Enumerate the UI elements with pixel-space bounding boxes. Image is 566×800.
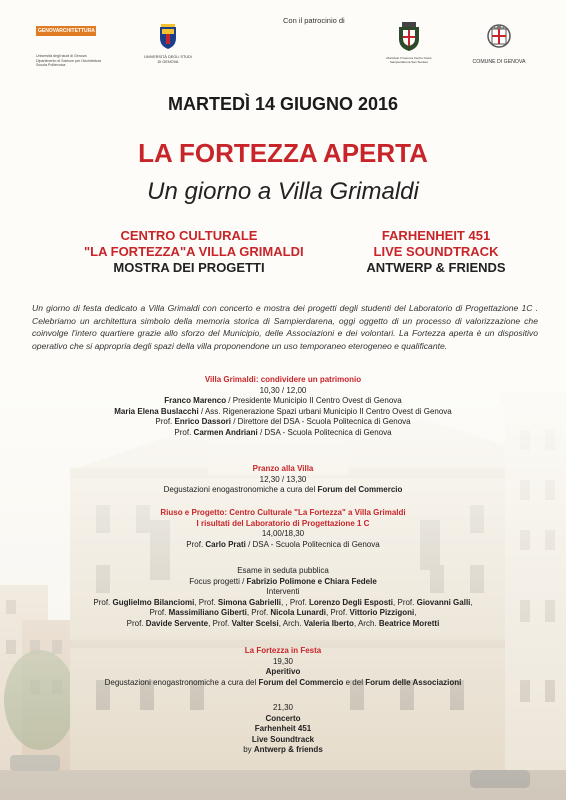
program-section-6: 21,30 Concerto Farhenheit 451 Live Soundtrack by Antwerp & friends	[243, 703, 323, 755]
speaker-line: Prof. Enrico Dassori / Direttore del DSA - Scuola Politecnica di Genova	[155, 417, 411, 427]
university-logo: UNIVERSITÀ DEGLI STUDI DI GENOVA	[140, 24, 196, 64]
genovarchitettura-logo	[36, 26, 114, 68]
left-highlight: CENTRO CULTURALE "LA FORTEZZA"A VILLA GRIMALDI MOSTRA DEI PROGETTI	[84, 228, 304, 275]
section-title: Villa Grimaldi: condividere un patrimonio	[204, 375, 362, 384]
speaker-line: Franco Marenco / Presidente Municipio II Centro Ovest di Genova	[164, 396, 402, 406]
patrocinio-label: Con il patrocinio di	[283, 16, 345, 25]
jury-line: Prof. Massimiliano Giberti, Prof. Nicola Lunardi, Prof. Vittorio Pizzigoni,	[149, 608, 417, 618]
jury-line: Prof. Davide Servente, Prof. Valter Scelsi, Arch. Valeria Iberto, Arch. Beatrice Moretti	[126, 618, 440, 628]
program-section-4: Esame in seduta pubblica Focus progetti / Fabrizio Polimone e Chiara Fedele Interventi Prof. Guglielmo Bilanciomi, Prof. Simona Gabrielli, , Prof. Lorenzo Degli Esposti, Prof. Giovanni Galli, Prof. Massimiliano Giberti, Prof. Nicola Lunardi, Prof. Vittorio Pizzigoni, Prof. Davide Servente, Prof. Valter Scelsi, Arch. Valeria Iberto, Arch. Beatrice Moretti	[0, 566, 566, 630]
genovarchitettura-wordmark: GENOVARCHITETTURA	[38, 28, 95, 34]
comune-genova-name: COMUNE DI GENOVA	[472, 59, 526, 65]
university-crest-icon	[157, 24, 179, 50]
event-title: LA FORTEZZA APERTA	[138, 138, 428, 168]
jury-line: Prof. Guglielmo Bilanciomi, Prof. Simona Gabrielli, , Prof. Lorenzo Degli Esposti, Prof. Giovanni Galli,	[93, 597, 473, 607]
comune-crest-icon	[484, 22, 514, 52]
speaker-line: Prof. Carmen Andriani / DSA - Scuola Politecnica di Genova	[174, 427, 392, 437]
event-subtitle: Un giorno a Villa Grimaldi	[147, 178, 419, 205]
comune-genova-logo	[466, 22, 532, 65]
program-section-5: La Fortezza in Festa 19,30 Aperitivo Degustazioni enogastronomiche a cura del Forum del Commercio e del Forum delle Associazioni	[104, 646, 462, 687]
section-time: 10,30 / 12,00	[259, 385, 307, 395]
event-date: MARTEDÌ 14 GIUGNO 2016	[167, 94, 399, 114]
genovarchitettura-subtitle: Università degli studi di Genova Dipartimento di Scienze per l'Architettura Scuola Politecnica	[36, 54, 102, 68]
program-section-1	[0, 375, 566, 439]
program-section-2: Pranzo alla Villa 12,30 / 13,30 Degustazioni enogastronomiche a cura del Forum del Commercio	[163, 464, 403, 495]
intro-paragraph: Un giorno di festa dedicato a Villa Grimaldi con concerto e mostra dei progetti degli studenti del Laboratorio di Progettazione 1C . Celebriamo un architettura simbolo della memoria storica di Sampierdarena, oggi oggetto di un processo di valorizzazione che coinvolge l'intero quartiere grazie allo sforzo del Municipio, delle Associazioni e dei volontari. La Fortezza aperta è un dispositivo operativo che si appropria degli spazi della villa proponendone un uso temporaneo eterogeneo e qualificante.	[32, 303, 538, 351]
municipio-crest-icon	[397, 22, 421, 52]
program-section-3: Riuso e Progetto: Centro Culturale "La Fortezza" a Villa Grimaldi I risultati del Laboratorio di Progettazione 1 C 14,00/18,30 Prof. Carlo Prati / DSA - Scuola Politecnica di Genova	[160, 508, 406, 549]
speaker-line: Maria Elena Buslacchi / Ass. Rigenerazione Spazi urbani Municipio II Centro Ovest di Genova	[114, 406, 452, 416]
municipio-logo: Municipio II Genova Centro Ovest Sampierdarena San Teodoro	[384, 22, 434, 65]
right-highlight: FARHENHEIT 451 LIVE SOUNDTRACK ANTWERP & FRIENDS	[366, 228, 506, 275]
